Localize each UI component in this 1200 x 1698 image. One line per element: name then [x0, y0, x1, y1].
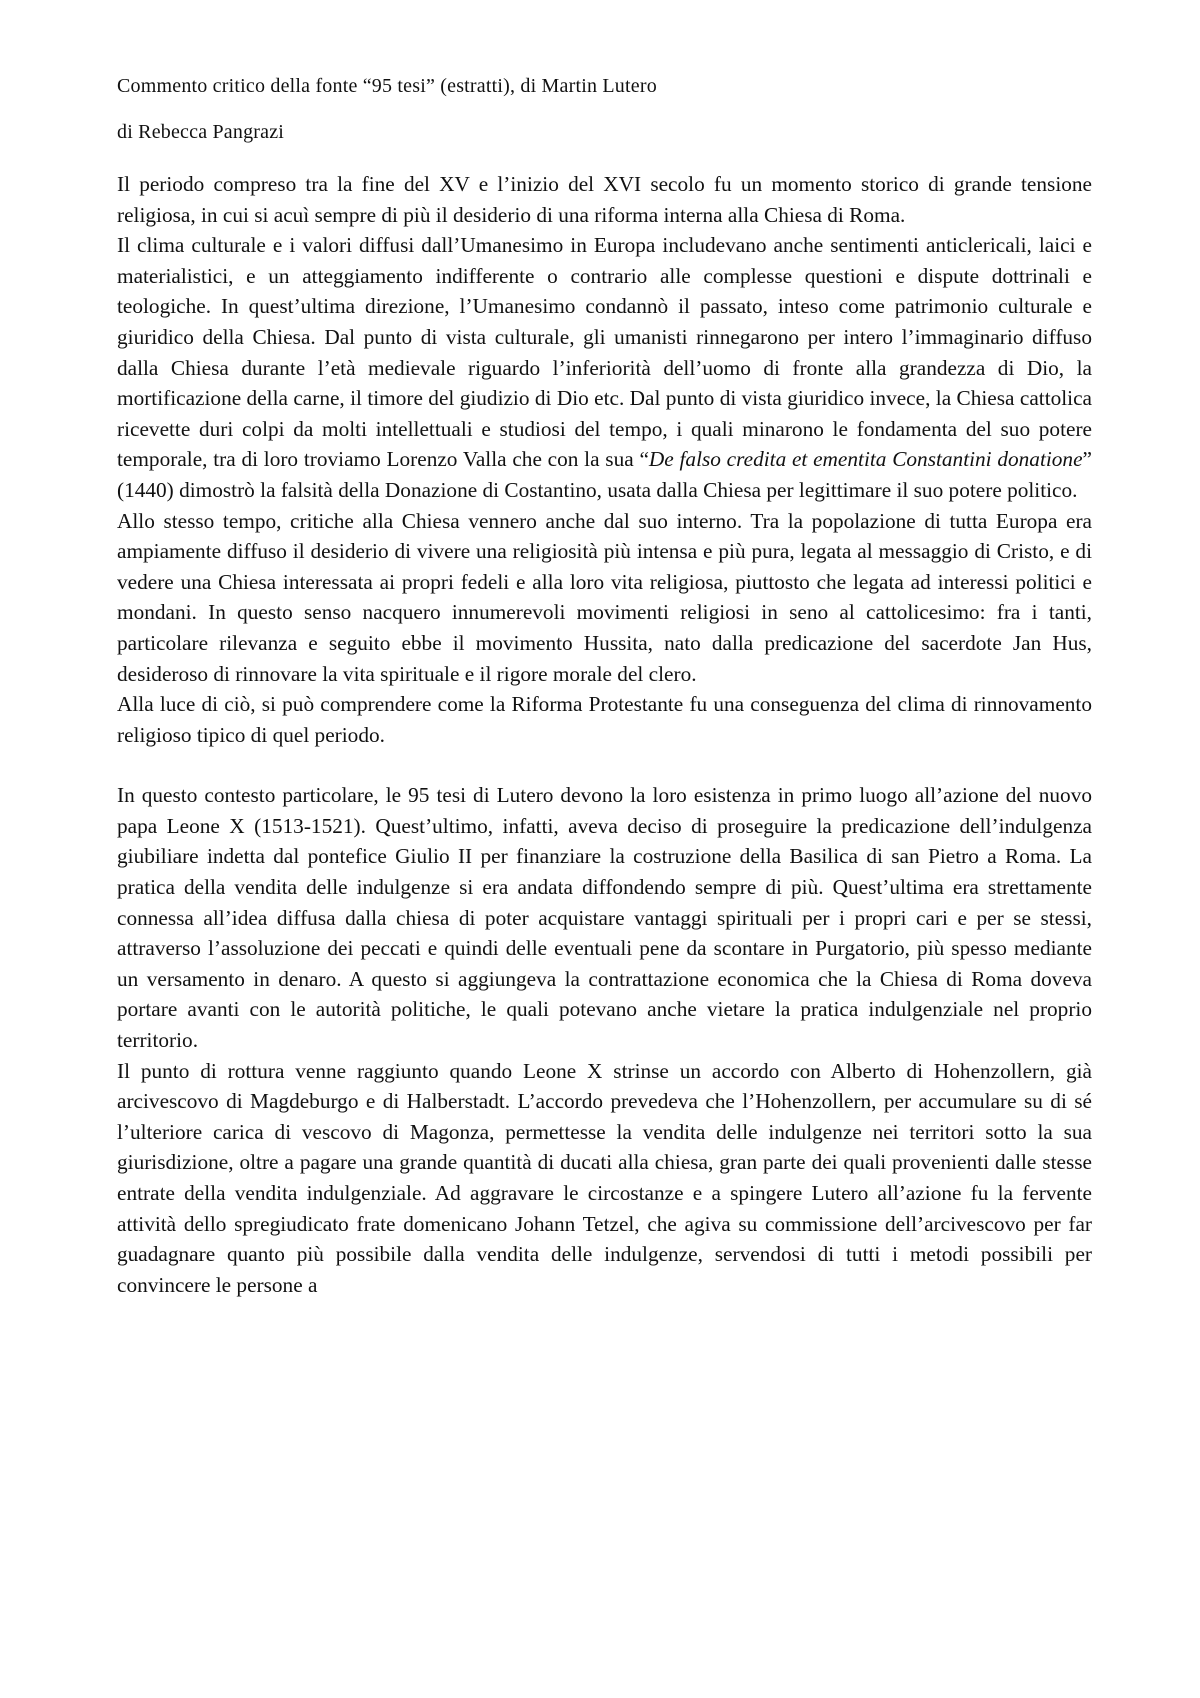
paragraph-2-text-b: ” (1440) dimostrò la falsità della Donazione di Costantino, usata dalla Chiesa per legittimare il suo potere politico.	[117, 447, 1092, 502]
document-title: Commento critico della fonte “95 tesi” (estratti), di Martin Lutero	[117, 75, 657, 97]
paragraph-2-italic-title: De falso credita et ementita Constantini donatione	[648, 447, 1083, 472]
document-body	[117, 169, 1092, 1300]
paragraph-5: In questo contesto particolare, le 95 tesi di Lutero devono la loro esistenza in primo luogo all’azione del nuovo papa Leone X (1513-1521). Quest’ultimo, infatti, aveva deciso di proseguire la predicazione dell’indulgenza giubiliare indetta dal pontefice Giulio II per finanziare la costruzione della Basilica di san Pietro a Roma. La pratica della vendita delle indulgenze si era andata diffondendo sempre di più. Quest’ultima era strettamente connessa all’idea diffusa dalla chiesa di poter acquistare vantaggi spirituali per i propri cari e per se stessi, attraverso l’assoluzione dei peccati e quindi delle eventuali pene da scontare in Purgatorio, più spesso mediante un versamento in denaro. A questo si aggiungeva la contrattazione economica che la Chiesa di Roma doveva portare avanti con le autorità politiche, le quali potevano anche vietare la pratica indulgenziale nel proprio territorio.	[117, 783, 1092, 1053]
paragraph-1: Il periodo compreso tra la fine del XV e l’inizio del XVI secolo fu un momento storico di grande tensione religiosa, in cui si acuì sempre di più il desiderio di una riforma interna alla Chiesa di Roma.	[117, 172, 1092, 227]
paragraph-3: Allo stesso tempo, critiche alla Chiesa vennero anche dal suo interno. Tra la popolazione di tutta Europa era ampiamente diffuso il desiderio di vivere una religiosità più intensa e più pura, legata al messaggio di Cristo, e di vedere una Chiesa interessata ai propri fedeli e alla loro vita religiosa, piuttosto che legata ad interessi politici e mondani. In questo senso nacquero innumerevoli movimenti religiosi in seno al cattolicesimo: fra i tanti, particolare rilevanza e seguito ebbe il movimento Hussita, nato dalla predicazione del sacerdote Jan Hus, desideroso di rinnovare la vita spirituale e il rigore morale del clero.	[117, 508, 1092, 686]
paragraph-2	[117, 230, 1092, 505]
document-author: di Rebecca Pangrazi	[117, 121, 285, 143]
paragraph-6: Il punto di rottura venne raggiunto quando Leone X strinse un accordo con Alberto di Hohenzollern, già arcivescovo di Magdeburgo e di Halberstadt. L’accordo prevedeva che l’Hohenzollern, per accumulare su di sé l’ulteriore carica di vescovo di Magonza, permettesse la vendita delle indulgenze nei territori sotto la sua giurisdizione, oltre a pagare una grande quantità di ducati alla chiesa, gran parte dei quali provenienti dalle stesse entrate della vendita indulgenziale. Ad aggravare le circostanze e a spingere Lutero all’azione fu la fervente attività dello spregiudicato frate domenicano Johann Tetzel, che agiva su commissione dell’arcivescovo per far guadagnare quanto più possibile dalla vendita delle indulgenze, servendosi di tutti i metodi possibili per convincere le persone a	[117, 1058, 1092, 1297]
paragraph-spacer	[117, 750, 1092, 780]
paragraph-2-text-a: Il clima culturale e i valori diffusi dall’Umanesimo in Europa includevano anche sentimenti anticlericali, laici e materialistici, e un atteggiamento indifferente o contrario alle complesse questioni e dispute dottrinali e teologiche. In quest’ultima direzione, l’Umanesimo condannò il passato, inteso come patrimonio culturale e giuridico della Chiesa. Dal punto di vista culturale, gli umanisti rinnegarono per intero l’immaginario diffuso dalla Chiesa durante l’età medievale riguardo l’inferiorità dell’uomo di fronte alla grandezza di Dio, la mortificazione della carne, il timore del giudizio di Dio etc. Dal punto di vista giuridico invece, la Chiesa cattolica ricevette duri colpi da molti intellettuali e studiosi del tempo, i quali minarono le fondamenta del suo potere temporale, tra di loro troviamo Lorenzo Valla che con la sua “	[117, 233, 1092, 472]
paragraph-4: Alla luce di ciò, si può comprendere come la Riforma Protestante fu una conseguenza del clima di rinnovamento religioso tipico di quel periodo.	[117, 692, 1092, 747]
document-page	[117, 60, 1092, 1300]
